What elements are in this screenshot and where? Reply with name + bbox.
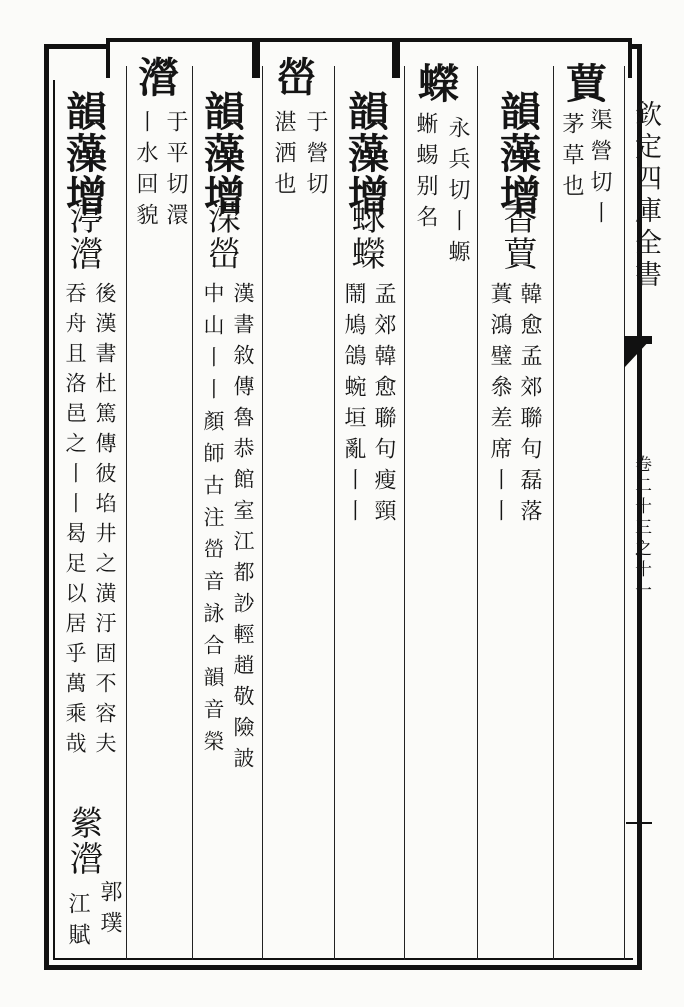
book-title: 欽定四庫全書 [630, 100, 661, 292]
entry-note: 于營切 [303, 110, 328, 203]
entry-note: 漢書敘傳魯恭館室江都訬輕趙敬險詖 [231, 282, 255, 778]
column-rule [404, 66, 405, 960]
entry-note: 蒖鴻璧叅差席丨丨 [487, 282, 512, 530]
entry-note: 蜥蜴别名 [413, 112, 438, 236]
column-rule [477, 66, 478, 960]
entry-head: 瀯 [131, 56, 179, 98]
column-rule [553, 66, 554, 960]
entry-note: 渠營切丨 [587, 108, 612, 232]
entry-note: 永兵切丨螈 [445, 116, 470, 271]
juan-number: 卷二十三之十一 [631, 455, 651, 602]
entry-note: 于平切澴 [163, 110, 188, 234]
phrase-term: 縈瀯 [63, 805, 103, 877]
entry-note: 後漢書杜篤傳彼埳井之潢汙固不容夫 [93, 282, 117, 762]
column-rule [262, 66, 263, 960]
entry-head: 蠑 [411, 62, 459, 104]
margin-rule [624, 66, 625, 960]
entry-note: 鬧鳩鴿蜿垣亂丨丨 [341, 282, 366, 530]
entry-note: 孟郊韓愈聯句瘦頸 [371, 282, 396, 530]
section-marker: 韻藻增 [59, 90, 107, 216]
phrase-term: 溁嵤 [201, 200, 241, 272]
entry-note: 茅草也 [559, 112, 584, 205]
column-rule [126, 66, 127, 960]
entry-head: 蕒 [559, 62, 607, 104]
section-marker: 韻藻增 [493, 90, 541, 216]
entry-note: 中山丨丨顏師古注嵤音詠合韻音榮 [201, 282, 225, 762]
entry-note: 丨水回貌 [133, 110, 158, 234]
margin-tick [626, 822, 652, 824]
fishtail-mark [624, 338, 652, 368]
column-rule [192, 66, 193, 960]
phrase-term: 渟瀯 [63, 200, 103, 272]
entry-note: 郭璞 [97, 880, 122, 942]
entry-note: 江賦 [65, 892, 90, 954]
entry-note: 韓愈孟郊聯句磊落 [517, 282, 542, 530]
phrase-term: 香蕒 [497, 200, 537, 272]
column-rule [334, 66, 335, 960]
entry-note: 吞舟且洛邑之丨丨曷足以居乎萬乘哉 [63, 282, 87, 762]
section-marker: 韻藻增 [197, 90, 245, 216]
entry-head: 嵤 [269, 56, 317, 98]
column-tab [106, 38, 256, 78]
phrase-term: 蛷蠑 [345, 200, 385, 272]
section-marker: 韻藻增 [341, 90, 389, 216]
entry-note: 湛洒也 [271, 110, 296, 203]
